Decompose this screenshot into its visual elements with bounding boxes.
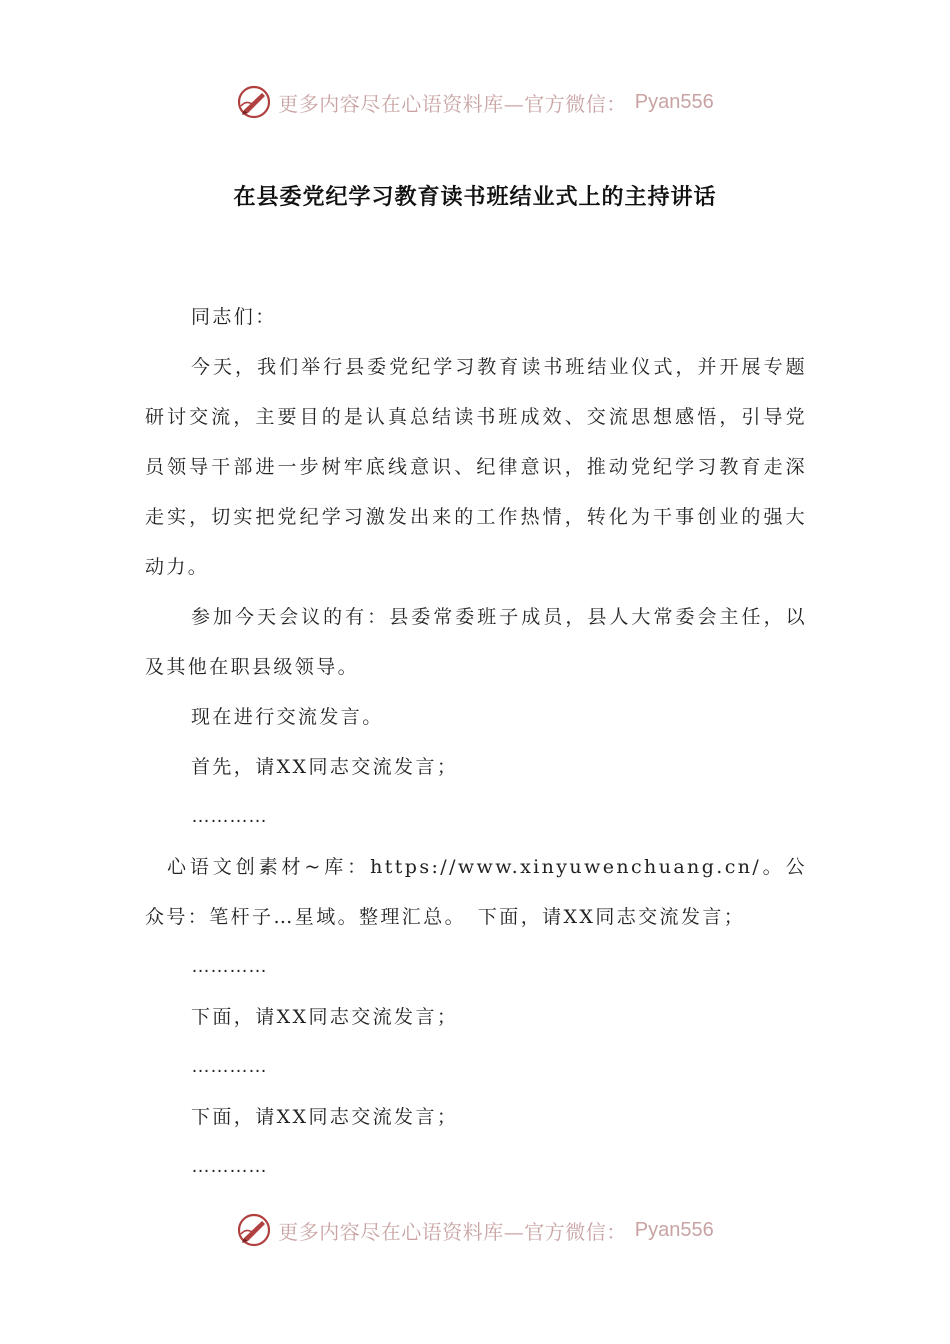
paragraph-first-speaker: 首先，请XX同志交流发言；: [191, 756, 459, 778]
ellipsis-line: …………: [191, 1156, 267, 1177]
document-title: 在县委党纪学习教育读书班结业式上的主持讲话: [233, 184, 717, 210]
paragraph-start-exchange: 现在进行交流发言。: [191, 706, 384, 728]
paragraph-next-speaker: 下面，请XX同志交流发言；: [191, 1006, 459, 1028]
pen-circle-icon: [236, 84, 272, 120]
banner-text: 更多内容尽在心语资料库—官方微信：: [278, 91, 627, 116]
banner-wechat-id: Pyan556: [634, 1218, 714, 1241]
ellipsis-line: …………: [191, 806, 267, 827]
header-banner: [0, 80, 950, 124]
ellipsis-line: …………: [191, 956, 267, 977]
footer-banner: [0, 1208, 950, 1252]
paragraph-opening: 今天，我们举行县委党纪学习教育读书班结业仪式，并开展专题研讨交流，主要目的是认真总结读书班成效、交流思想感悟，引导党员领导干部进一步树牢底线意识、纪律意识，推动党纪学习教育走深走实，切实把党纪学习激发出来的工作热情，转化为干事创业的强大动力。: [145, 356, 807, 578]
ellipsis-line: …………: [191, 1056, 267, 1077]
document-body: [145, 292, 807, 1192]
paragraph-next-speaker: 下面，请XX同志交流发言；: [191, 1106, 459, 1128]
banner-wechat-id: Pyan556: [634, 90, 714, 113]
banner-text: 更多内容尽在心语资料库—官方微信：: [278, 1219, 627, 1244]
source-note: 心语文创素材~库：https://www.xinyuwenchuang.cn/。公众号：笔杆子…星域。整理汇总。 下面，请XX同志交流发言；: [145, 856, 807, 928]
salutation: 同志们：: [191, 306, 277, 328]
pen-circle-icon: [236, 1212, 272, 1248]
paragraph-attendees: 参加今天会议的有：县委常委班子成员，县人大常委会主任，以及其他在职县级领导。: [145, 606, 807, 678]
